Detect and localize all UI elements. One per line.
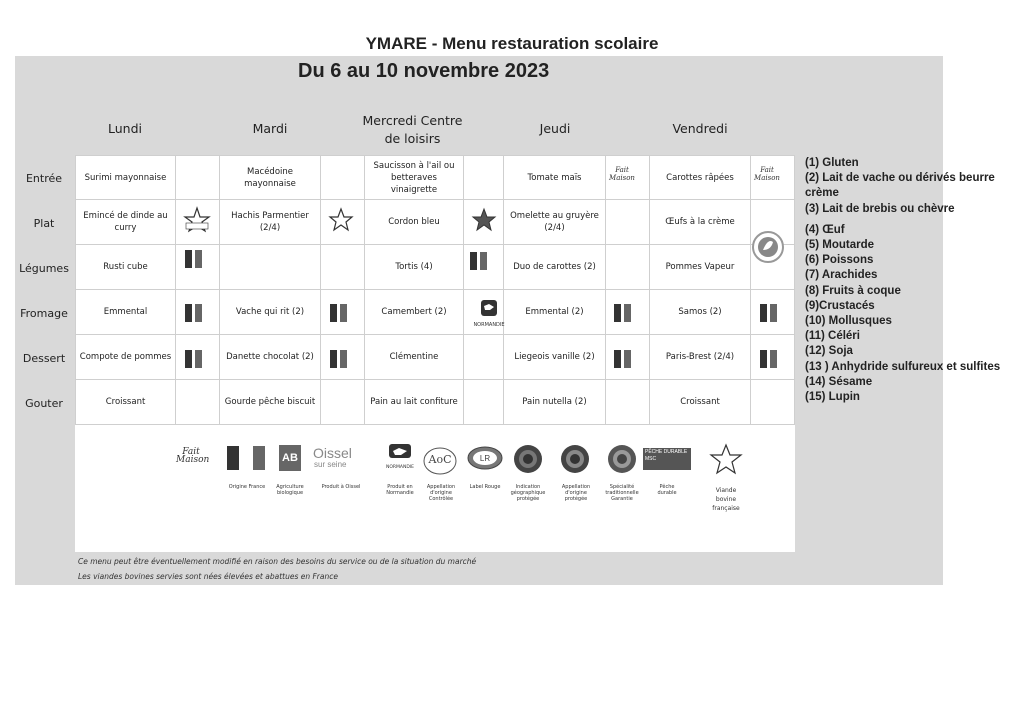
allergen-item: (3) Lait de brebis ou chèvre [805,202,955,215]
viande-bovine-francaise-icon [182,206,212,236]
row-label-fromage: Fromage [20,307,68,320]
allergen-item: (5) Moutarde [805,239,874,252]
allergen-item: (1) Gluten [805,157,859,169]
menu-cell: Gourde pêche biscuit [220,380,321,425]
menu-cell: Vache qui rit (2) [220,290,321,335]
aop-icon [560,444,590,474]
icon-cell [176,380,220,425]
logo-caption: Appellation d'origine Contrôlée [426,484,456,502]
allergen-item: (8) Fruits à coque [805,284,901,297]
menu-cell: Clémentine [365,335,464,380]
logo-caption: Agriculture biologique [276,484,304,496]
icon-cell [606,245,650,290]
row-label-entree: Entrée [25,172,63,185]
allergen-item: (10) Mollusques [805,315,892,328]
icon-cell [464,155,504,200]
menu-cell: Tortis (4) [365,245,464,290]
fait-maison-icon: Fait Maison [754,166,780,182]
icon-cell [321,245,365,290]
footer-note: Ce menu peut être éventuellement modifié en raison des besoins du service ou de la situation du marché [78,557,477,566]
icon-cell [751,380,795,425]
menu-cell: Paris-Brest (2/4) [650,335,751,380]
icon-cell [176,155,220,200]
allergen-item: (14) Sésame [805,375,873,388]
menu-cell: Œufs à la crème [650,200,751,245]
menu-cell: Duo de carottes (2) [504,245,606,290]
row-label-plat: Plat [33,217,55,230]
menu-cell: Danette chocolat (2) [220,335,321,380]
logo-caption: Viande bovine française [712,487,740,512]
row-label-legumes: Légumes [19,262,69,275]
allergen-item: (15) Lupin [805,391,860,404]
allergen-item: (7) Arachides [805,269,878,282]
icon-cell [321,380,365,425]
menu-cell: Tomate maïs [504,155,606,200]
logo-caption: Produit à Oissel [321,484,361,490]
day-header-mercredi: Mercredi Centre de loisirs [362,113,463,146]
icon-cell [464,335,504,380]
day-header-lundi: Lundi [108,121,142,136]
allergen-item: (13 ) Anhydride sulfureux et sulfites [805,360,1001,373]
icon-cell [321,155,365,200]
footer-note: Les viandes bovines servies sont nées élevées et abattues en France [78,572,338,581]
peche-durable-msc-icon: PÊCHE DURABLE MSC [643,448,691,470]
icon-cell [606,380,650,425]
menu-cell: Cordon bleu [365,200,464,245]
row-label-dessert: Dessert [22,352,66,365]
allergen-item: (4) Œuf [805,223,845,236]
menu-cell: Pain nutella (2) [504,380,606,425]
aoc-mark: AoC [428,453,452,466]
day-header-jeudi: Jeudi [539,121,571,136]
allergen-item: (9)Crustacés [805,299,875,312]
viande-bovine-francaise-logo [709,443,743,479]
logo-caption: Origine France [228,484,266,490]
menu-cell: Emincé de dinde au curry [75,200,176,245]
fait-maison-logo: Fait Maison [176,447,210,465]
allergen-legend [805,156,1020,405]
menu-cell: Samos (2) [650,290,751,335]
logo-caption: Produit en Normandie [386,484,414,496]
menu-cell: Carottes râpées [650,155,751,200]
day-header-vendredi: Vendredi [672,121,728,136]
menu-cell: Croissant [650,380,751,425]
logo-caption: Indication géographique protégée [510,484,546,502]
menu-cell: Emmental [75,290,176,335]
menu-cell: Pommes Vapeur [650,245,751,290]
icon-cell [606,200,650,245]
menu-cell: Croissant [75,380,176,425]
viande-bovine-francaise-icon [470,207,498,235]
row-label-gouter: Gouter [25,397,63,410]
local-product-icon [751,230,785,264]
igp-icon [513,444,543,474]
logo-caption: Appellation d'origine protégée [561,484,591,502]
date-range-title: Du 6 au 10 novembre 2023 [298,60,550,82]
menu-cell: Hachis Parmentier (2/4) [220,200,321,245]
normandie-logo-label: NORMANDIE [386,465,414,470]
allergen-item: (2) Lait de vache ou dérivés beurre crème [805,172,995,200]
menu-cell: Liegeois vanille (2) [504,335,606,380]
menu-cell: Macédoine mayonnaise [220,155,321,200]
oissel-logo: Oissel [313,445,352,461]
allergen-item: (6) Poissons [805,254,874,267]
logo-caption: Pêche durable [657,484,677,496]
day-header-mardi: Mardi [252,121,288,136]
menu-cell: Compote de pommes [75,335,176,380]
fait-maison-icon: Fait Maison [609,166,635,182]
logo-caption: Spécialité traditionnelle Garantie [605,484,639,502]
produit-en-normandie-logo [385,443,415,465]
icon-cell [464,380,504,425]
menu-cell: Pain au lait confiture [365,380,464,425]
menu-cell: Saucisson à l'ail ou betteraves vinaigrette [365,155,464,200]
logo-caption: Label Rouge [469,484,501,490]
page-title: YMARE - Menu restauration scolaire [365,34,659,53]
allergen-item: (12) Soja [805,345,853,358]
menu-cell: Camembert (2) [365,290,464,335]
allergen-item: (11) Céléri [805,330,860,343]
menu-cell: Emmental (2) [504,290,606,335]
menu-cell: Rusti cube [75,245,176,290]
menu-cell: Surimi mayonnaise [75,155,176,200]
menu-cell: Omelette au gruyère (2/4) [504,200,606,245]
svg-text:LR: LR [479,454,491,463]
oissel-logo-subtitle: sur seine [314,460,347,469]
normandie-label: NORMANDIE [473,322,505,328]
stg-icon [607,444,637,474]
label-rouge-icon [467,446,503,470]
menu-cell [220,245,321,290]
viande-bovine-francaise-icon [327,207,355,235]
agriculture-biologique-icon: AB [279,445,301,471]
